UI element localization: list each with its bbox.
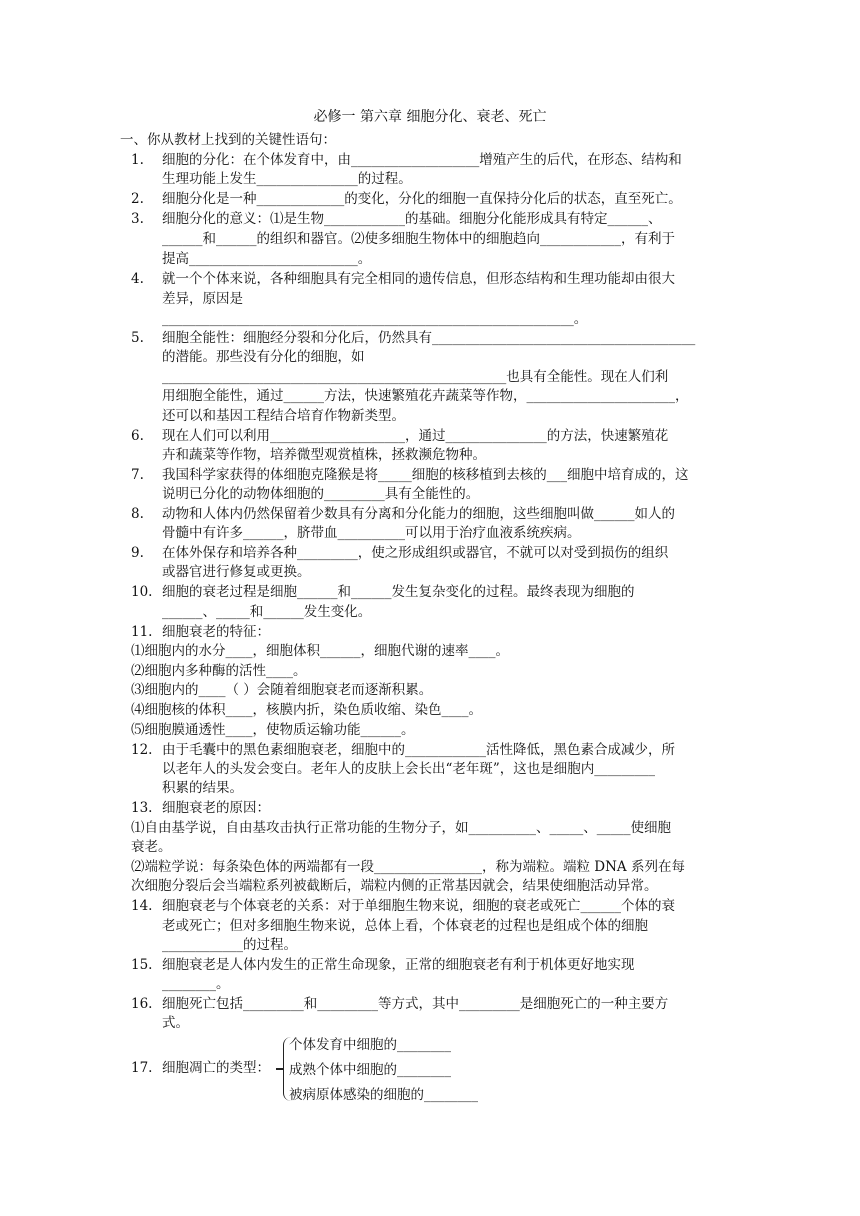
item-line: 式。: [162, 1015, 189, 1031]
item-number: 8.: [131, 506, 144, 522]
item-number: 14.: [131, 898, 153, 914]
item-line: 细胞衰老是人体内发生的正常生命现象，正常的细胞衰老有利于机体更好地实现: [162, 957, 635, 973]
item-line: 骨髓中有许多______，脐带血__________可以用于治疗血液系统疾病。: [162, 525, 581, 541]
item-number: 17.: [131, 1060, 153, 1076]
item-line: 说明已分化的动物体细胞的_________具有全能性的。: [162, 486, 480, 502]
feature-line: ⑵细胞内多种酶的活性____。: [131, 663, 307, 679]
apoptosis-type: 成熟个体中细胞的________: [289, 1062, 451, 1078]
item-line: 提高_________________________。: [162, 251, 372, 267]
item-number: 1.: [131, 152, 144, 168]
feature-line: ⑷细胞核的体积____，核膜内折，染色质收缩、染色____。: [131, 702, 482, 718]
item-number: 6.: [131, 428, 144, 444]
item-line: 细胞死亡包括_________和_________等方式，其中_________是细胞死亡的一种主要方: [162, 996, 669, 1012]
item-number: 2.: [131, 191, 144, 207]
item-line: 的潜能。那些没有分化的细胞，如: [162, 349, 365, 365]
brace-tick: [276, 1068, 284, 1070]
item-line: 细胞分化的意义：⑴是生物____________的基础。细胞分化能形成具有特定______、: [162, 211, 662, 227]
item-line: 细胞的分化：在个体发育中，由___________________增殖产生的后代，在形态、结构和: [162, 152, 682, 168]
feature-line: ⑸细胞膜通透性____，使物质运输功能______。: [131, 722, 415, 738]
item-line: ______、_____和______发生变化。: [162, 604, 372, 620]
item-line: 积累的结果。: [162, 780, 243, 796]
item-line: 或器官进行修复或更换。: [162, 564, 311, 580]
item-line: 还可以和基因工程结合培育作物新类型。: [162, 408, 405, 424]
item-number: 4.: [131, 271, 144, 287]
cause-line: 次细胞分裂后会当端粒系列被截断后，端粒内侧的正常基因就会，结果使细胞活动异常。: [131, 878, 658, 894]
item-line: ______和______的组织和器官。⑵使多细胞生物体中的细胞趋向____________，有利于: [162, 231, 675, 247]
item-line: 用细胞全能性，通过______方法，快速繁殖花卉蔬菜等作物，______________________，: [162, 388, 689, 404]
item-line: 现在人们可以利用____________________，通过_______________的方法，快速繁殖花: [162, 428, 669, 444]
item-line: 细胞全能性：细胞经分裂和分化后，仍然具有_______________________________________: [162, 330, 696, 346]
item-line: 我国科学家获得的体细胞克隆猴是将_____细胞的核移植到去核的___细胞中培育成的，这: [162, 467, 689, 483]
item-line: 动物和人体内仍然保留着少数具有分离和分化能力的细胞，这些细胞叫做______如人的: [162, 506, 675, 522]
item-number: 12.: [131, 742, 153, 758]
cause-line: ⑴自由基学说，自由基攻击执行正常功能的生物分子，如__________、_____、_____使细胞: [131, 820, 671, 836]
item-line: _____________________________________________________________。: [162, 311, 588, 327]
item-line: 就一个个体来说，各种细胞具有完全相同的遗传信息，但形态结构和生理功能却由很大: [162, 271, 675, 287]
feature-line: ⑶细胞内的____（ ）会随着细胞衰老而逐渐积累。: [131, 682, 433, 698]
item-number: 5.: [131, 330, 144, 346]
item-number: 7.: [131, 467, 144, 483]
item-number: 15.: [131, 957, 153, 973]
cause-line: ⑵端粒学说：每条染色体的两端都有一段________________，称为端粒。端粒 DNA 系列在每: [131, 859, 685, 875]
item-line: 细胞衰老的特征：: [162, 624, 270, 640]
item-number: 9.: [131, 545, 144, 561]
page-title: 必修一 第六章 细胞分化、衰老、死亡: [313, 109, 547, 125]
feature-line: ⑴细胞内的水分____，细胞体积______，细胞代谢的速率____。: [131, 643, 509, 659]
item-number: 16.: [131, 996, 153, 1012]
item-line: 卉和蔬菜等作物，培养微型观赏植株，拯救濒危物种。: [162, 447, 486, 463]
cause-line: 衰老。: [131, 839, 172, 855]
item-number: 3.: [131, 211, 144, 227]
item-number: 10.: [131, 584, 153, 600]
item-line: 差异，原因是: [162, 291, 243, 307]
section-heading: 一、你从教材上找到的关键性语句：: [120, 132, 336, 148]
item-line: 由于毛囊中的黑色素细胞衰老，细胞中的____________活性降低，黑色素合成减少，所: [162, 742, 675, 758]
apoptosis-label: 细胞凋亡的类型：: [162, 1060, 270, 1076]
item-line: 老或死亡；但对多细胞生物来说，总体上看，个体衰老的过程也是组成个体的细胞: [162, 918, 648, 934]
item-line: 在体外保存和培养各种_________，使之形成组织或器官，不就可以对受到损伤的组织: [162, 545, 669, 561]
item-line: ________。: [162, 976, 230, 992]
item-line: 细胞分化是一种_____________的变化，分化的细胞一直保持分化后的状态，直至死亡。: [162, 191, 682, 207]
item-line: ____________的过程。: [162, 937, 297, 953]
apoptosis-type: 个体发育中细胞的________: [289, 1037, 451, 1053]
item-number: 13.: [131, 800, 153, 816]
item-number: 11.: [131, 624, 153, 640]
item-line: 以老年人的头发会变白。老年人的皮肤上会长出“老年斑”，这也是细胞内_________: [162, 761, 656, 777]
item-line: 生理功能上发生_______________的过程。: [162, 171, 412, 187]
item-line: ___________________________________________________也具有全能性。现在人们利: [162, 369, 669, 385]
apoptosis-type: 被病原体感染的细胞的________: [289, 1087, 478, 1103]
item-line: 细胞衰老与个体衰老的关系：对于单细胞生物来说，细胞的衰老或死亡______个体的衰: [162, 898, 675, 914]
item-line: 细胞衰老的原因：: [162, 800, 270, 816]
item-line: 细胞的衰老过程是细胞______和______发生复杂变化的过程。最终表现为细胞的: [162, 584, 635, 600]
